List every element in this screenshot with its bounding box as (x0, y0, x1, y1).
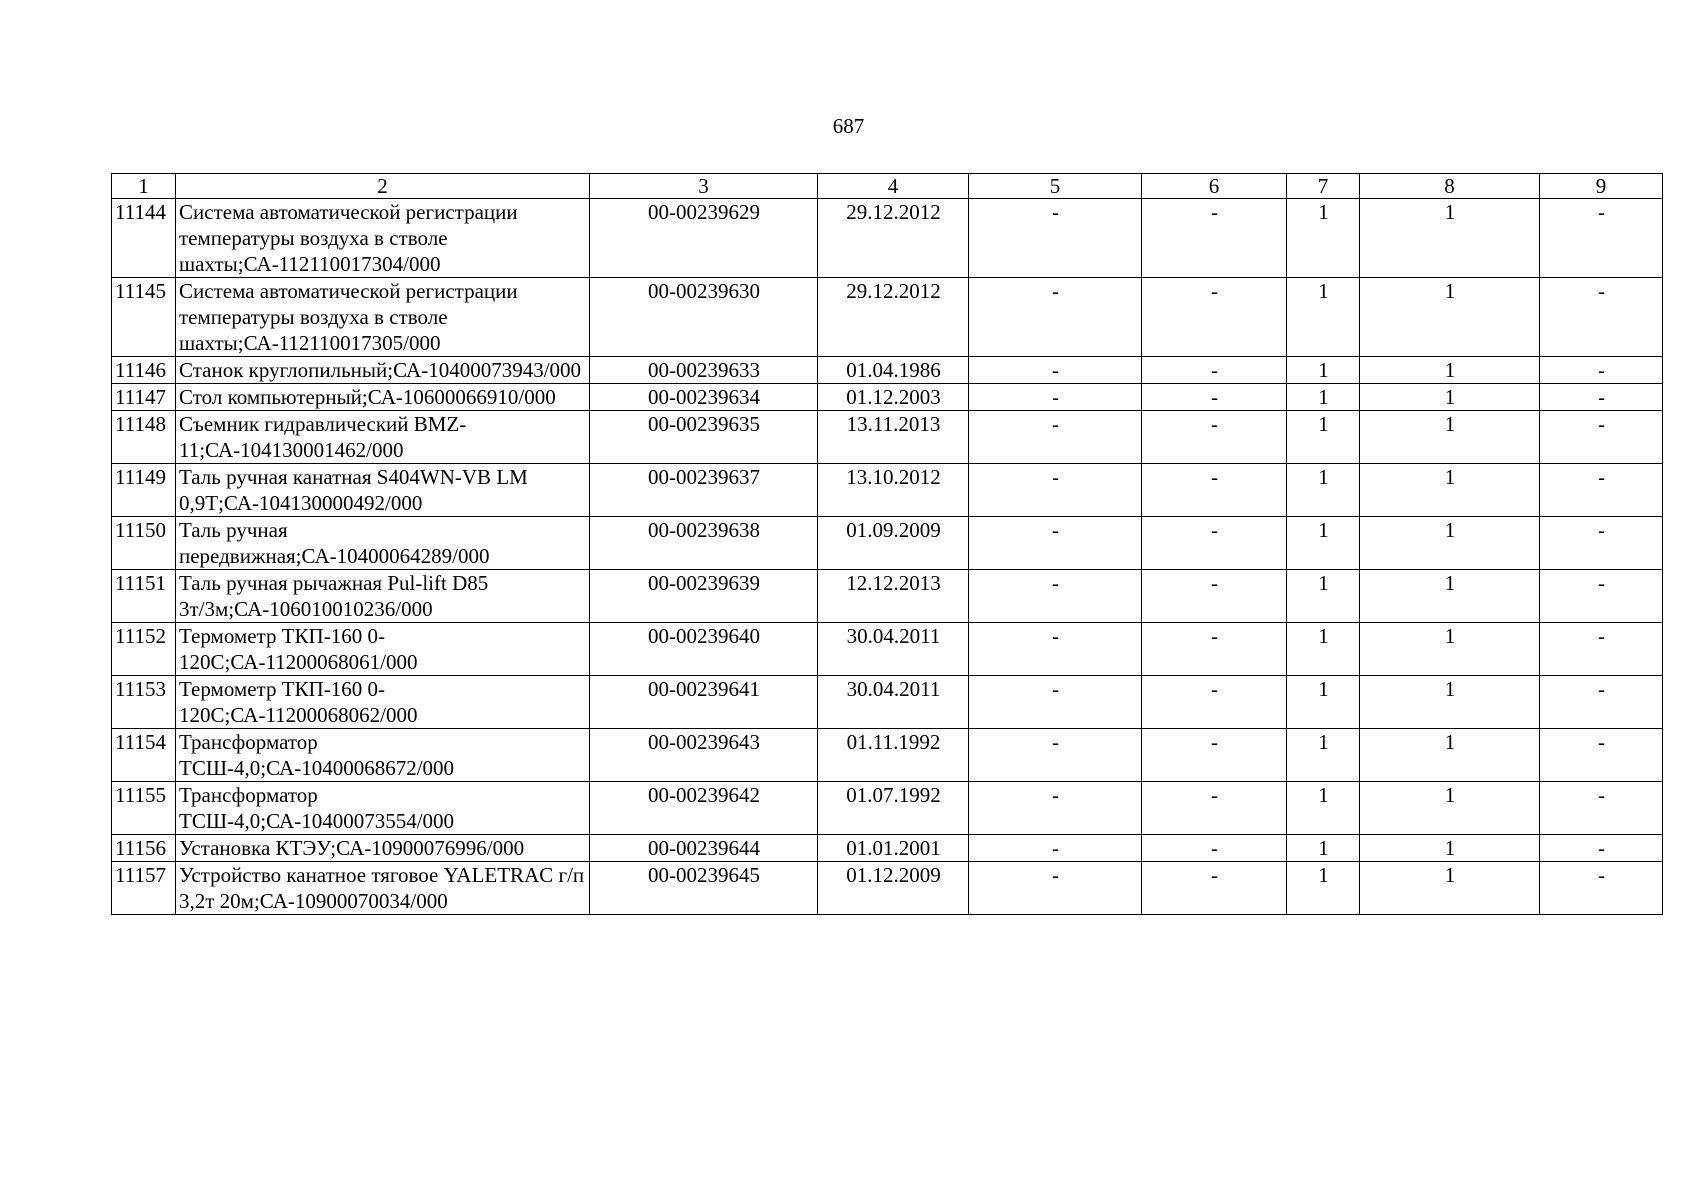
col-8-cell: 1 (1360, 729, 1540, 782)
col-6-cell: - (1142, 517, 1287, 570)
date-cell: 01.09.2009 (818, 517, 969, 570)
col-8-cell: 1 (1360, 464, 1540, 517)
col-8-cell: 1 (1360, 676, 1540, 729)
item-name: Трансформатор ТСШ-4,0;СА-10400068672/000 (176, 729, 590, 782)
date-cell: 01.01.2001 (818, 835, 969, 862)
date-cell: 01.12.2003 (818, 384, 969, 411)
column-header: 8 (1360, 174, 1540, 199)
col-9-cell: - (1540, 676, 1663, 729)
item-name: Система автоматической регистрации температуры воздуха в стволе шахты;СА-112110017305/000 (176, 278, 590, 357)
item-name: Стол компьютерный;СА-10600066910/000 (176, 384, 590, 411)
col-7-cell: 1 (1287, 782, 1360, 835)
col-7-cell: 1 (1287, 357, 1360, 384)
col-5-cell: - (969, 464, 1142, 517)
col-8-cell: 1 (1360, 384, 1540, 411)
page-number: 687 (832, 114, 865, 138)
col-7-cell: 1 (1287, 835, 1360, 862)
row-number: 11149 (112, 464, 176, 517)
col-8-cell: 1 (1360, 835, 1540, 862)
col-7-cell: 1 (1287, 623, 1360, 676)
item-name: Установка КТЭУ;СА-10900076996/000 (176, 835, 590, 862)
column-header: 4 (818, 174, 969, 199)
col-9-cell: - (1540, 782, 1663, 835)
row-number: 11156 (112, 835, 176, 862)
col-5-cell: - (969, 676, 1142, 729)
column-header: 9 (1540, 174, 1663, 199)
col-7-cell: 1 (1287, 384, 1360, 411)
col-9-cell: - (1540, 357, 1663, 384)
row-number: 11152 (112, 623, 176, 676)
item-name: Станок круглопильный;СА-10400073943/000 (176, 357, 590, 384)
col-6-cell: - (1142, 570, 1287, 623)
column-header: 7 (1287, 174, 1360, 199)
inventory-number: 00-00239637 (590, 464, 818, 517)
item-name: Термометр ТКП-160 0-120С;СА-11200068061/000 (176, 623, 590, 676)
inventory-number: 00-00239633 (590, 357, 818, 384)
date-cell: 30.04.2011 (818, 623, 969, 676)
col-7-cell: 1 (1287, 676, 1360, 729)
table-row (112, 199, 1663, 278)
column-header: 6 (1142, 174, 1287, 199)
table-row (112, 411, 1663, 464)
col-9-cell: - (1540, 623, 1663, 676)
table-row (112, 862, 1663, 915)
col-5-cell: - (969, 835, 1142, 862)
row-number: 11150 (112, 517, 176, 570)
col-5-cell: - (969, 384, 1142, 411)
item-name: Таль ручная рычажная Pul-lift D85 3т/3м;СА-106010010236/000 (176, 570, 590, 623)
col-6-cell: - (1142, 278, 1287, 357)
col-9-cell: - (1540, 729, 1663, 782)
col-8-cell: 1 (1360, 517, 1540, 570)
col-8-cell: 1 (1360, 357, 1540, 384)
date-cell: 29.12.2012 (818, 199, 969, 278)
col-7-cell: 1 (1287, 464, 1360, 517)
table-row (112, 782, 1663, 835)
row-number: 11147 (112, 384, 176, 411)
col-9-cell: - (1540, 199, 1663, 278)
col-6-cell: - (1142, 199, 1287, 278)
col-9-cell: - (1540, 384, 1663, 411)
row-number: 11155 (112, 782, 176, 835)
item-name: Таль ручная канатная S404WN-VB LM 0,9Т;СА-104130000492/000 (176, 464, 590, 517)
table-row (112, 384, 1663, 411)
item-name: Таль ручная передвижная;СА-10400064289/000 (176, 517, 590, 570)
col-6-cell: - (1142, 464, 1287, 517)
col-8-cell: 1 (1360, 411, 1540, 464)
column-header: 5 (969, 174, 1142, 199)
item-name: Устройство канатное тяговое YALETRAC г/п 3,2т 20м;СА-10900070034/000 (176, 862, 590, 915)
table-row (112, 623, 1663, 676)
item-name: Съемник гидравлический BMZ-11;СА-104130001462/000 (176, 411, 590, 464)
col-7-cell: 1 (1287, 570, 1360, 623)
table-row (112, 570, 1663, 623)
inventory-number: 00-00239638 (590, 517, 818, 570)
item-name: Термометр ТКП-160 0-120С;СА-11200068062/000 (176, 676, 590, 729)
inventory-number: 00-00239643 (590, 729, 818, 782)
col-6-cell: - (1142, 862, 1287, 915)
col-7-cell: 1 (1287, 862, 1360, 915)
col-8-cell: 1 (1360, 199, 1540, 278)
col-6-cell: - (1142, 411, 1287, 464)
col-7-cell: 1 (1287, 411, 1360, 464)
header-row (112, 174, 1663, 199)
col-6-cell: - (1142, 384, 1287, 411)
col-6-cell: - (1142, 357, 1287, 384)
row-number: 11153 (112, 676, 176, 729)
col-7-cell: 1 (1287, 199, 1360, 278)
row-number: 11154 (112, 729, 176, 782)
date-cell: 01.04.1986 (818, 357, 969, 384)
col-9-cell: - (1540, 411, 1663, 464)
col-5-cell: - (969, 278, 1142, 357)
inventory-number: 00-00239640 (590, 623, 818, 676)
col-7-cell: 1 (1287, 729, 1360, 782)
date-cell: 30.04.2011 (818, 676, 969, 729)
col-9-cell: - (1540, 570, 1663, 623)
col-6-cell: - (1142, 782, 1287, 835)
col-7-cell: 1 (1287, 278, 1360, 357)
inventory-number: 00-00239630 (590, 278, 818, 357)
col-7-cell: 1 (1287, 517, 1360, 570)
table-row (112, 278, 1663, 357)
col-5-cell: - (969, 729, 1142, 782)
date-cell: 01.11.1992 (818, 729, 969, 782)
col-6-cell: - (1142, 729, 1287, 782)
column-header: 2 (176, 174, 590, 199)
table-row (112, 517, 1663, 570)
date-cell: 29.12.2012 (818, 278, 969, 357)
col-6-cell: - (1142, 835, 1287, 862)
inventory-number: 00-00239634 (590, 384, 818, 411)
inventory-number: 00-00239645 (590, 862, 818, 915)
col-5-cell: - (969, 411, 1142, 464)
col-9-cell: - (1540, 835, 1663, 862)
inventory-number: 00-00239641 (590, 676, 818, 729)
col-6-cell: - (1142, 623, 1287, 676)
date-cell: 01.07.1992 (818, 782, 969, 835)
date-cell: 13.11.2013 (818, 411, 969, 464)
col-9-cell: - (1540, 517, 1663, 570)
row-number: 11146 (112, 357, 176, 384)
table-body (112, 199, 1663, 915)
table-row (112, 676, 1663, 729)
inventory-number: 00-00239644 (590, 835, 818, 862)
col-8-cell: 1 (1360, 782, 1540, 835)
column-header: 1 (112, 174, 176, 199)
inventory-number: 00-00239629 (590, 199, 818, 278)
col-5-cell: - (969, 623, 1142, 676)
table-row (112, 729, 1663, 782)
col-8-cell: 1 (1360, 278, 1540, 357)
col-9-cell: - (1540, 278, 1663, 357)
row-number: 11148 (112, 411, 176, 464)
table-row (112, 357, 1663, 384)
col-5-cell: - (969, 517, 1142, 570)
asset-register-table (111, 173, 1663, 915)
row-number: 11145 (112, 278, 176, 357)
col-5-cell: - (969, 782, 1142, 835)
col-9-cell: - (1540, 862, 1663, 915)
col-5-cell: - (969, 862, 1142, 915)
column-header: 3 (590, 174, 818, 199)
table-row (112, 835, 1663, 862)
item-name: Трансформатор ТСШ-4,0;СА-10400073554/000 (176, 782, 590, 835)
col-5-cell: - (969, 570, 1142, 623)
inventory-number: 00-00239635 (590, 411, 818, 464)
col-8-cell: 1 (1360, 862, 1540, 915)
date-cell: 13.10.2012 (818, 464, 969, 517)
row-number: 11144 (112, 199, 176, 278)
col-5-cell: - (969, 357, 1142, 384)
col-5-cell: - (969, 199, 1142, 278)
table-row (112, 464, 1663, 517)
row-number: 11157 (112, 862, 176, 915)
inventory-number: 00-00239642 (590, 782, 818, 835)
col-6-cell: - (1142, 676, 1287, 729)
item-name: Система автоматической регистрации температуры воздуха в стволе шахты;СА-112110017304/000 (176, 199, 590, 278)
row-number: 11151 (112, 570, 176, 623)
date-cell: 12.12.2013 (818, 570, 969, 623)
date-cell: 01.12.2009 (818, 862, 969, 915)
inventory-number: 00-00239639 (590, 570, 818, 623)
col-8-cell: 1 (1360, 623, 1540, 676)
col-8-cell: 1 (1360, 570, 1540, 623)
col-9-cell: - (1540, 464, 1663, 517)
